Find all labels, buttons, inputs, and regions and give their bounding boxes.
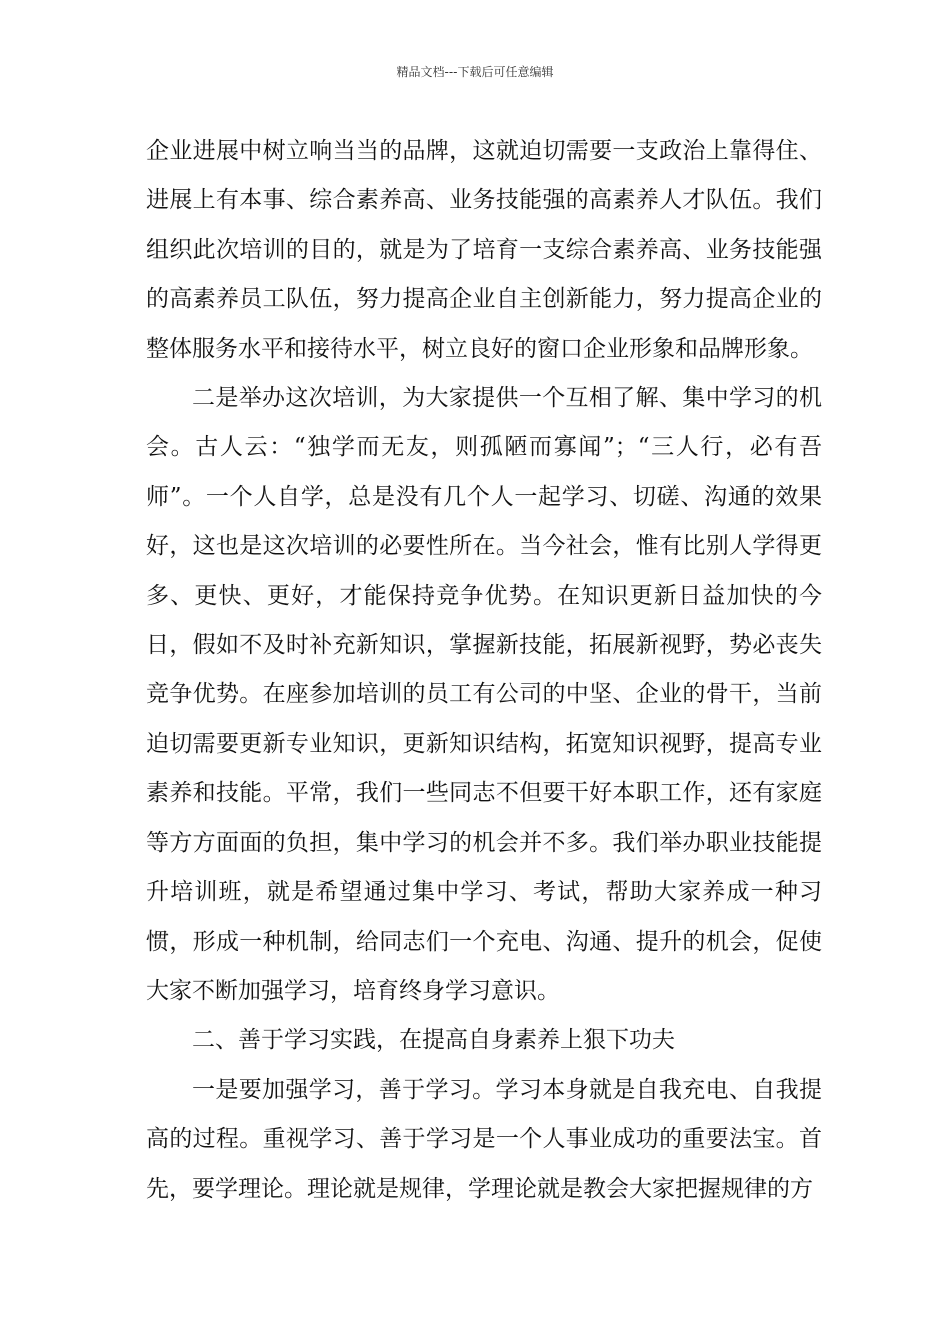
page-header: 精品文档---下载后可任意编辑 (396, 65, 554, 79)
paragraph-second-point: 二是举办这次培训，为大家提供一个互相了解、集中学习的机会。古人云：“独学而无友，则孤陋而寡闻”；“三人行，必有吾师”。一个人自学，总是没有几个人一起学习、切磋、沟通的效果好，这也是这次培训的必要性所在。当今社会，惟有比别人学得更多、更快、更好，才能保持竞争优势。在知识更新日益加快的今日，假如不及时补充新知识，掌握新技能，拓展新视野，势必丧失竞争优势。在座参加培训的员工有公司的中坚、企业的骨干，当前迫切需要更新专业知识，更新知识结构，拓宽知识视野，提高专业素养和技能。平常，我们一些同志不但要干好本职工作，还有家庭等方方面面的负担，集中学习的机会并不多。我们举办职业技能提升培训班，就是希望通过集中学习、考试，帮助大家养成一种习惯，形成一种机制，给同志们一个充电、沟通、提升的机会，促使大家不断加强学习，培育终身学习意识。 (146, 385, 822, 1004)
document-body (146, 127, 822, 1214)
paragraph-first-point: 一是要加强学习，善于学习。学习本身就是自我充电、自我提高的过程。重视学习、善于学习是一个人事业成功的重要法宝。首先，要学理论。理论就是规律，学理论就是教会大家把握规律的方 (146, 1076, 822, 1202)
section-heading: 二、善于学习实践，在提高自身素养上狠下功夫 (192, 1027, 675, 1054)
paragraph-continued: 企业进展中树立响当当的品牌，这就迫切需要一支政治上靠得住、进展上有本事、综合素养高、业务技能强的高素养人才队伍。我们组织此次培训的目的，就是为了培育一支综合素养高、业务技能强的高素养员工队伍，努力提高企业自主创新能力，努力提高企业的整体服务水平和接待水平，树立良好的窗口企业形象和品牌形象。 (146, 138, 822, 362)
